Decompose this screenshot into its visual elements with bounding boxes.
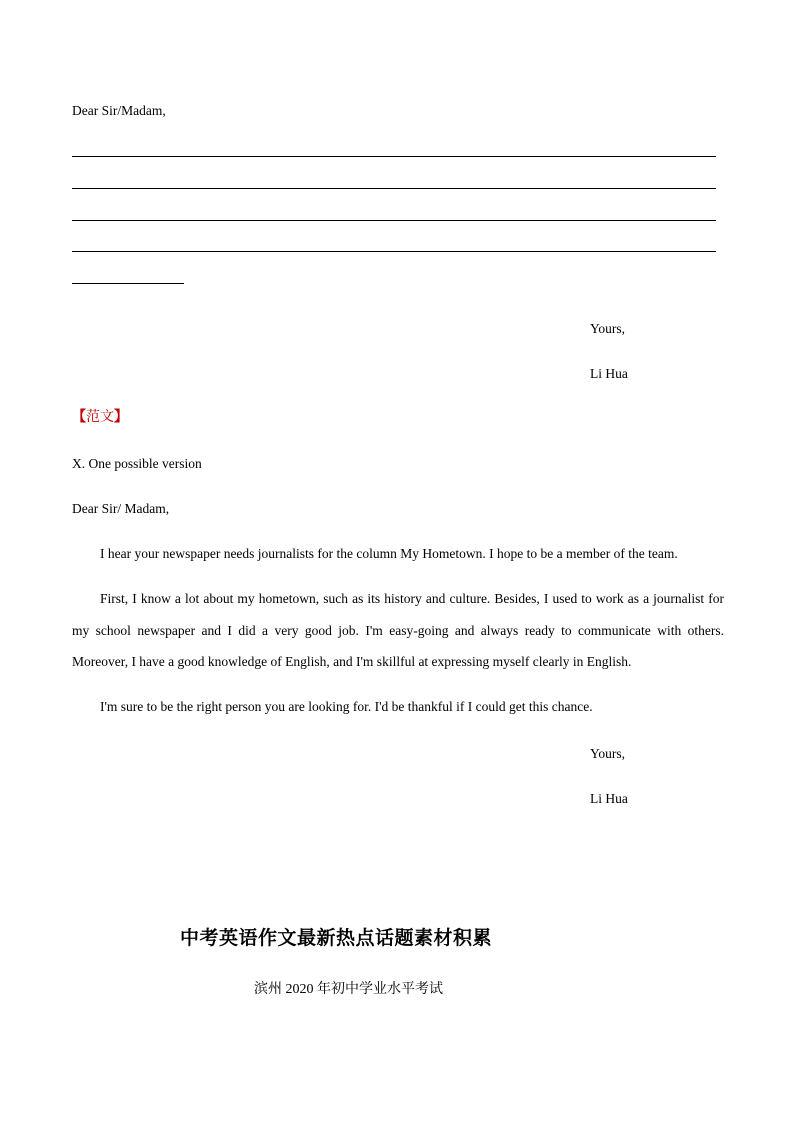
- template-signature: Li Hua: [590, 366, 628, 381]
- sample-signature: Li Hua: [590, 791, 628, 806]
- writing-line-2: [72, 188, 716, 189]
- exam-subheading: 滨州 2020 年初中学业水平考试: [254, 982, 443, 997]
- sample-essay-tag: [72, 410, 128, 426]
- sample-salutation: Dear Sir/ Madam,: [72, 501, 170, 516]
- writing-line-4: [72, 251, 716, 252]
- template-closing: Yours,: [590, 321, 626, 336]
- writing-line-5: [72, 283, 184, 284]
- sample-paragraph-2: First, I know a lot about my hometown, such as its history and culture. Besides, I used to work as a journalist for my school newspaper and I did a very good job. I'm easy-going and always ready to communicate with others. Moreover, I have a good knowledge of English, and I'm skillful at expressing myself clearly in English.: [72, 591, 724, 669]
- sample-paragraph-3: I'm sure to be the right person you are looking for. I'd be thankful if I could get this chance.: [100, 699, 593, 714]
- version-label: X. One possible version: [72, 456, 202, 471]
- writing-line-1: [72, 156, 716, 157]
- writing-line-3: [72, 220, 716, 221]
- tag-close-bracket: 】: [114, 410, 128, 425]
- template-salutation: Dear Sir/Madam,: [72, 103, 166, 118]
- sample-closing: Yours,: [590, 746, 626, 761]
- tag-open-bracket: 【: [72, 410, 86, 425]
- section-heading: 中考英语作文最新热点话题素材积累: [180, 928, 493, 949]
- sample-paragraph-1: I hear your newspaper needs journalists for the column My Hometown. I hope to be a member of the team.: [100, 546, 678, 561]
- tag-text: 范文: [86, 410, 114, 425]
